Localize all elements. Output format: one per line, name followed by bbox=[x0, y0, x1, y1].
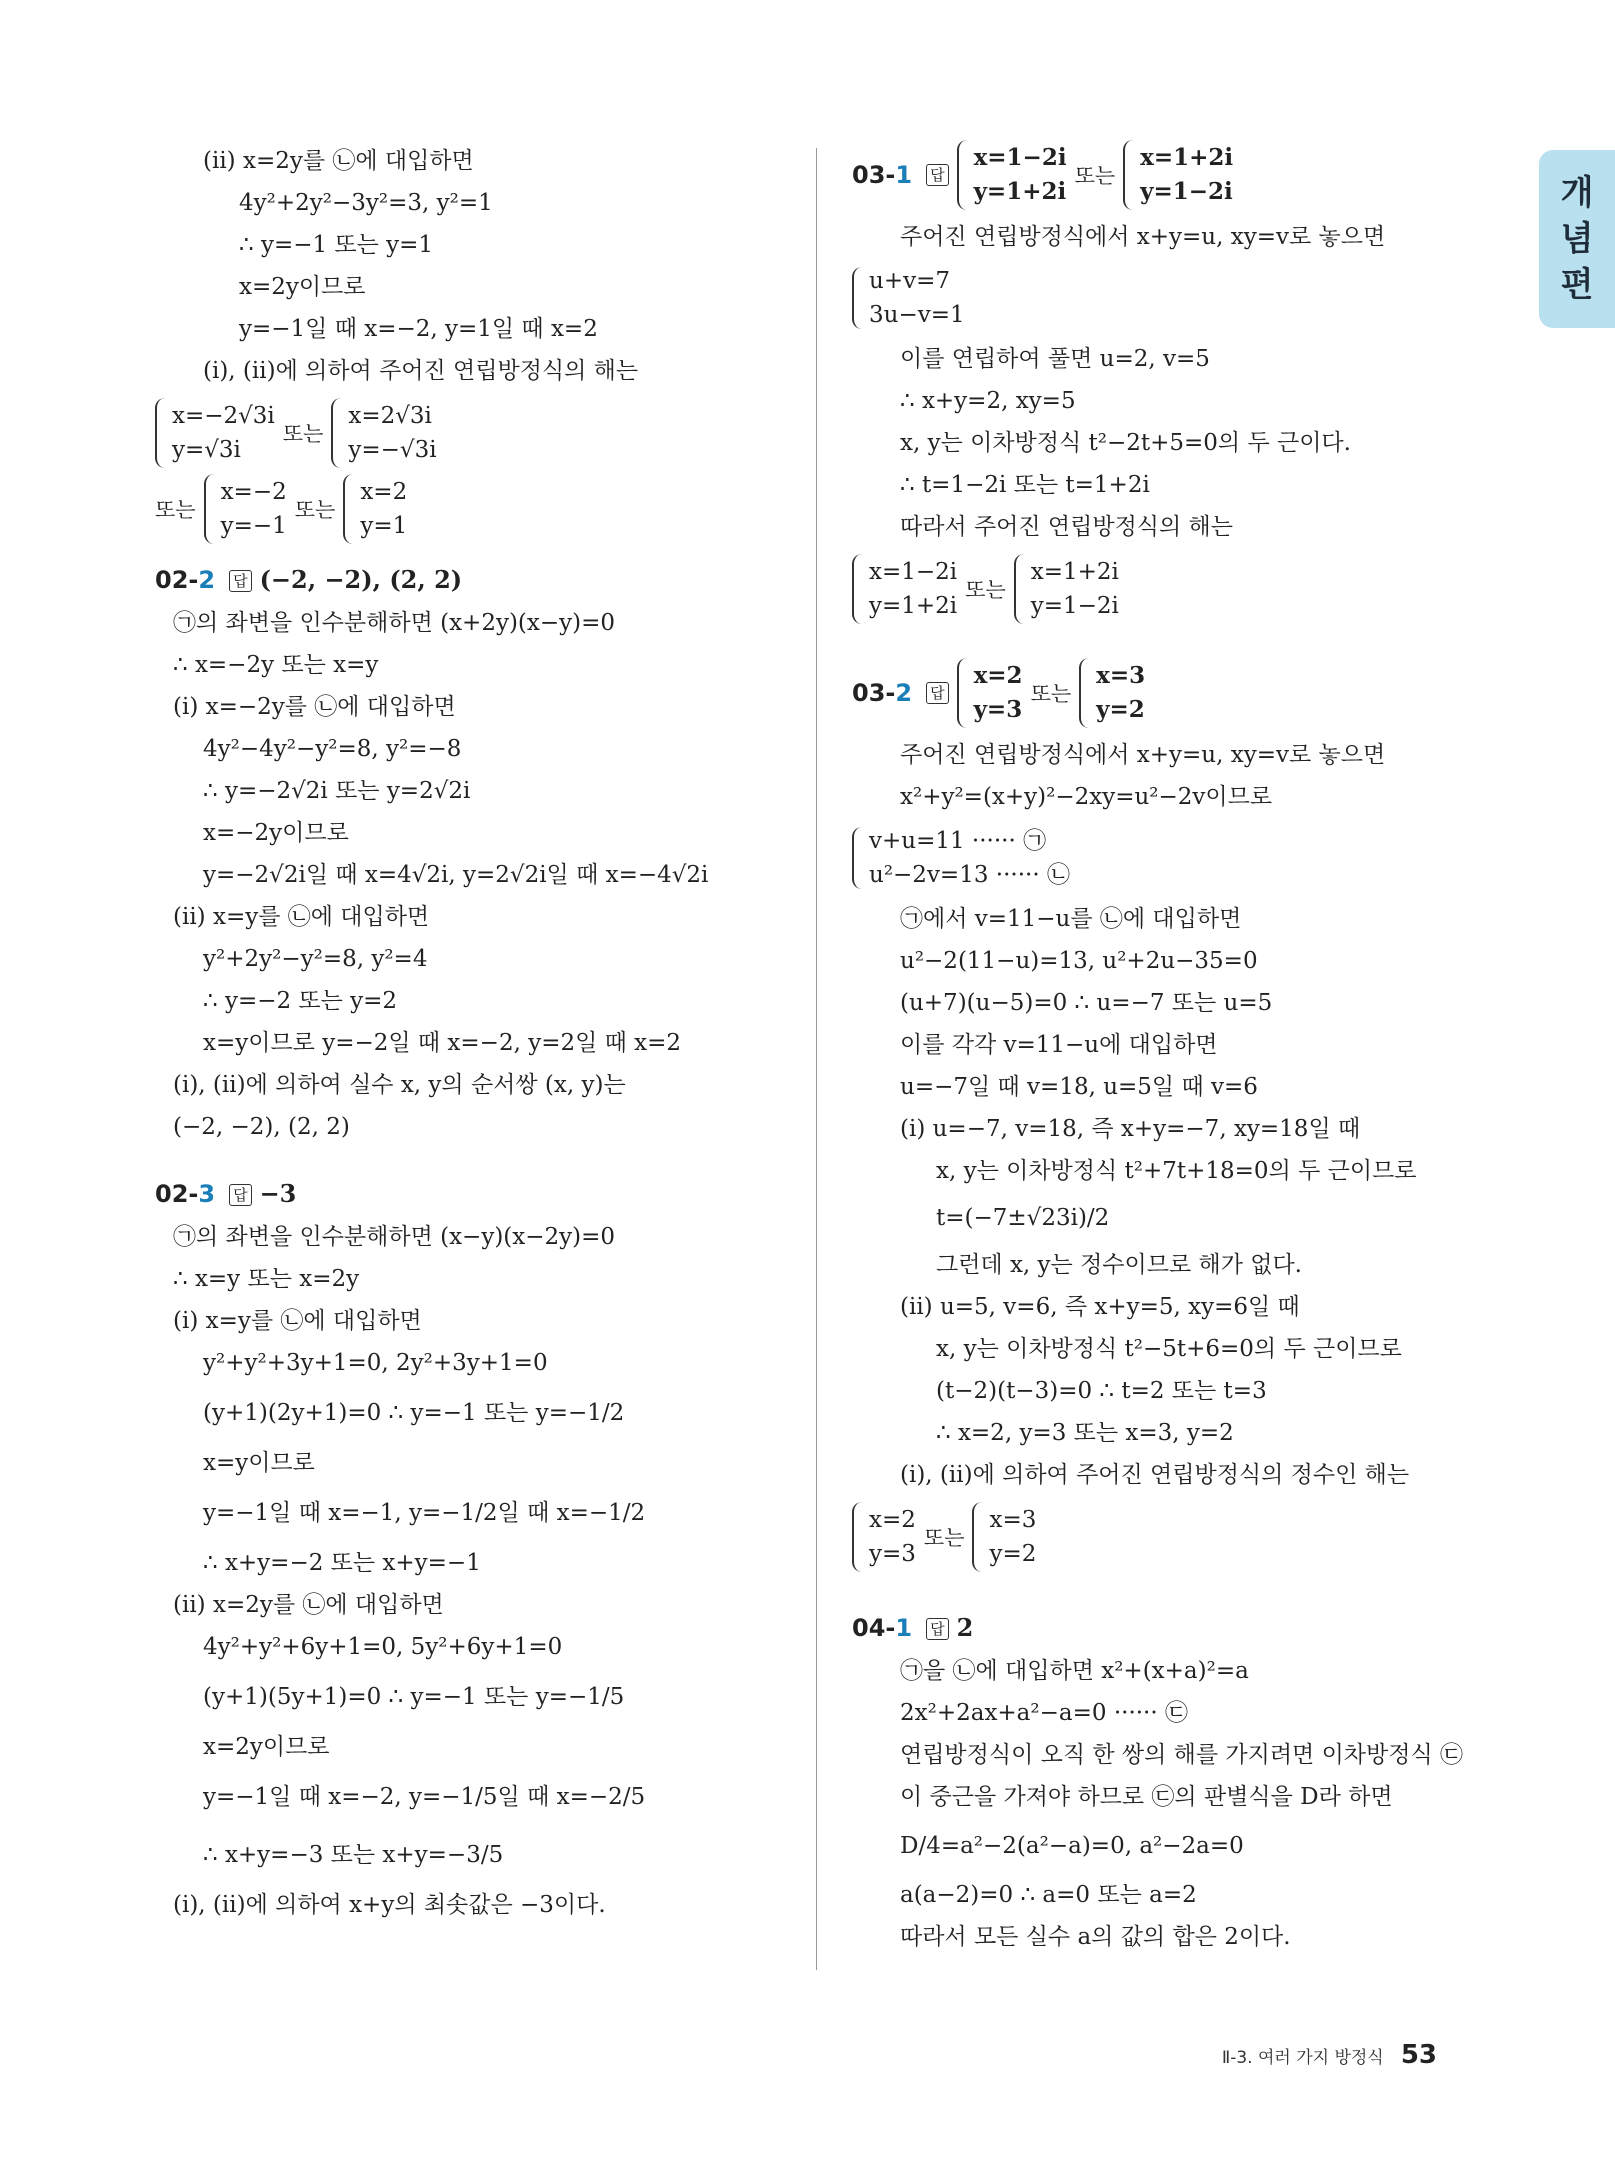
text-line: (ⅰ) u=−7, v=18, 즉 x+y=−7, xy=18일 때 bbox=[900, 1116, 1361, 1142]
text-line: 따라서 주어진 연립방정식의 해는 bbox=[900, 514, 1233, 540]
text-line: (y+1)(2y+1)=0 ∴ y=−1 또는 y=−1/2 bbox=[203, 1400, 625, 1426]
right-column bbox=[852, 140, 1532, 1958]
text-line: (ⅰ), (ⅱ)에 의하여 x+y의 최솟값은 −3이다. bbox=[173, 1892, 606, 1918]
eq: x=−2 bbox=[220, 479, 287, 505]
section-tab-char: 념 bbox=[1560, 219, 1594, 259]
text-line: y=−1일 때 x=−1, y=−1/2일 때 x=−1/2 bbox=[203, 1500, 646, 1526]
text-line: x=2y이므로 bbox=[203, 1734, 330, 1760]
text-line: u²−2(11−u)=13, u²+2u−35=0 bbox=[900, 948, 1258, 974]
problem-number: 04-1 bbox=[852, 1614, 913, 1642]
section-tab-char: 편 bbox=[1560, 265, 1594, 305]
eq: x=2 bbox=[360, 479, 408, 505]
text-line: a(a−2)=0 ∴ a=0 또는 a=2 bbox=[900, 1882, 1197, 1908]
equation-system bbox=[852, 264, 1532, 332]
answer: 2 bbox=[956, 1613, 974, 1642]
text-line: y=−2√2i일 때 x=4√2i, y=2√2i일 때 x=−4√2i bbox=[203, 862, 709, 888]
text-line: 4y²+2y²−3y²=3, y²=1 bbox=[239, 190, 493, 216]
text-line: y=−1일 때 x=−2, y=−1/5일 때 x=−2/5 bbox=[203, 1784, 646, 1810]
equation-system bbox=[155, 474, 795, 544]
text-line: 이 중근을 가져야 하므로 ㉢의 판별식을 D라 하면 bbox=[900, 1784, 1393, 1810]
conjunction: 또는 bbox=[965, 578, 1006, 602]
eq: x=1+2i bbox=[1140, 144, 1234, 171]
page-number: 53 bbox=[1400, 2040, 1437, 2070]
answer: −3 bbox=[259, 1179, 297, 1208]
eq: y=2 bbox=[989, 1541, 1037, 1567]
text-line: y²+y²+3y+1=0, 2y²+3y+1=0 bbox=[203, 1350, 548, 1376]
text-line: x, y는 이차방정식 t²−2t+5=0의 두 근이다. bbox=[900, 430, 1351, 456]
answer-mark: 답 bbox=[926, 164, 949, 186]
answer-mark: 답 bbox=[926, 1618, 949, 1640]
equation-system bbox=[155, 398, 795, 468]
text-line: 주어진 연립방정식에서 x+y=u, xy=v로 놓으면 bbox=[900, 224, 1386, 250]
conjunction: 또는 bbox=[1074, 164, 1116, 188]
eq: x=2 bbox=[973, 662, 1023, 689]
conjunction: 또는 bbox=[155, 498, 196, 522]
chapter-label: Ⅱ-3. 여러 가지 방정식 bbox=[1221, 2048, 1384, 2068]
text-line: (ⅰ), (ⅱ)에 의하여 주어진 연립방정식의 정수인 해는 bbox=[900, 1462, 1410, 1488]
column-divider bbox=[816, 148, 817, 1970]
text-line: x=2y이므로 bbox=[239, 274, 366, 300]
text-line: (ⅱ) x=2y를 ㉡에 대입하면 bbox=[203, 148, 474, 174]
text-line: (ⅰ), (ⅱ)에 의하여 실수 x, y의 순서쌍 (x, y)는 bbox=[173, 1072, 626, 1098]
text-line: (−2, −2), (2, 2) bbox=[173, 1114, 350, 1140]
text-line: 그런데 x, y는 정수이므로 해가 없다. bbox=[936, 1252, 1302, 1278]
text-line: x, y는 이차방정식 t²+7t+18=0의 두 근이므로 bbox=[936, 1158, 1417, 1184]
text-line: y²+2y²−y²=8, y²=4 bbox=[203, 946, 428, 972]
text-line: ㉠에서 v=11−u를 ㉡에 대입하면 bbox=[900, 906, 1242, 932]
eq: y=1+2i bbox=[973, 178, 1067, 205]
answer-mark: 답 bbox=[926, 682, 949, 704]
eq: y=1−2i bbox=[1030, 593, 1119, 619]
text-line: ∴ x=y 또는 x=2y bbox=[173, 1266, 360, 1292]
eq: y=3 bbox=[869, 1541, 916, 1567]
text-line: (ⅱ) x=y를 ㉡에 대입하면 bbox=[173, 904, 430, 930]
eq: x=3 bbox=[1096, 662, 1146, 689]
text-line: x=y이므로 y=−2일 때 x=−2, y=2일 때 x=2 bbox=[203, 1030, 682, 1056]
text-line: x, y는 이차방정식 t²−5t+6=0의 두 근이므로 bbox=[936, 1336, 1402, 1362]
conjunction: 또는 bbox=[294, 498, 336, 522]
equation-system bbox=[852, 824, 1532, 892]
eq: y=3 bbox=[973, 696, 1023, 723]
problem-heading bbox=[852, 1606, 1532, 1650]
eq: u+v=7 bbox=[869, 268, 950, 294]
text-line: t=(−7±√23i)/2 bbox=[936, 1205, 1110, 1231]
text-line: (ⅱ) u=5, v=6, 즉 x+y=5, xy=6일 때 bbox=[900, 1294, 1300, 1320]
section-tab bbox=[1539, 150, 1615, 328]
text-line: ㉠의 좌변을 인수분해하면 (x−y)(x−2y)=0 bbox=[173, 1224, 616, 1250]
text-line: ∴ x+y=−3 또는 x+y=−3/5 bbox=[203, 1842, 504, 1868]
text-line: x²+y²=(x+y)²−2xy=u²−2v이므로 bbox=[900, 784, 1273, 810]
conjunction: 또는 bbox=[282, 422, 324, 446]
text-line: (ⅱ) x=2y를 ㉡에 대입하면 bbox=[173, 1592, 444, 1618]
eq: x=1+2i bbox=[1030, 559, 1119, 585]
eq: x=2 bbox=[869, 1507, 916, 1533]
text-line: 4y²+y²+6y+1=0, 5y²+6y+1=0 bbox=[203, 1634, 563, 1660]
equation-system bbox=[852, 1502, 1532, 1572]
problem-number: 02-3 bbox=[155, 1180, 216, 1208]
equation-system bbox=[852, 554, 1532, 624]
text-line: ㉠의 좌변을 인수분해하면 (x+2y)(x−y)=0 bbox=[173, 610, 616, 636]
text-line: ∴ x+y=2, xy=5 bbox=[900, 388, 1076, 414]
eq: y=1−2i bbox=[1140, 178, 1233, 205]
problem-number: 03-2 bbox=[852, 679, 913, 707]
text-line: (y+1)(5y+1)=0 ∴ y=−1 또는 y=−1/5 bbox=[203, 1684, 625, 1710]
eq: y=1+2i bbox=[869, 593, 958, 619]
problem-number: 02-2 bbox=[155, 566, 216, 594]
eq: x=1−2i bbox=[973, 144, 1067, 171]
text-line: (ⅰ) x=−2y를 ㉡에 대입하면 bbox=[173, 694, 456, 720]
eq: y=1 bbox=[360, 513, 408, 539]
text-line: ∴ x=−2y 또는 x=y bbox=[173, 652, 379, 678]
problem-heading bbox=[852, 140, 1532, 210]
text-line: u=−7일 때 v=18, u=5일 때 v=6 bbox=[900, 1074, 1258, 1100]
answer-mark: 답 bbox=[229, 570, 252, 592]
text-line: ∴ y=−2√2i 또는 y=2√2i bbox=[203, 778, 471, 804]
text-line: x=−2y이므로 bbox=[203, 820, 349, 846]
eq: x=1−2i bbox=[869, 559, 958, 585]
text-line: 따라서 모든 실수 a의 값의 합은 2이다. bbox=[900, 1924, 1291, 1950]
eq: y=−√3i bbox=[348, 437, 437, 463]
answer: (−2, −2), (2, 2) bbox=[259, 565, 463, 594]
text-line: 2x²+2ax+a²−a=0 ······ ㉢ bbox=[900, 1700, 1188, 1726]
text-line: 4y²−4y²−y²=8, y²=−8 bbox=[203, 736, 462, 762]
text-line: y=−1일 때 x=−2, y=1일 때 x=2 bbox=[239, 316, 598, 342]
eq: x=3 bbox=[989, 1507, 1037, 1533]
text-line: (ⅰ) x=y를 ㉡에 대입하면 bbox=[173, 1308, 422, 1334]
conjunction: 또는 bbox=[1030, 682, 1072, 706]
text-line: ∴ x+y=−2 또는 x+y=−1 bbox=[203, 1550, 481, 1576]
eq: y=2 bbox=[1096, 696, 1145, 723]
text-line: x=y이므로 bbox=[203, 1450, 315, 1476]
text-line: ∴ y=−1 또는 y=1 bbox=[239, 232, 434, 258]
answer-mark: 답 bbox=[229, 1184, 252, 1206]
page-footer bbox=[1222, 2040, 1437, 2070]
problem-number: 03-1 bbox=[852, 161, 913, 189]
eq: x=2√3i bbox=[348, 403, 432, 429]
text-line: (ⅰ), (ⅱ)에 의하여 주어진 연립방정식의 해는 bbox=[203, 358, 639, 384]
eq: y=√3i bbox=[172, 437, 241, 463]
text-line: 연립방정식이 오직 한 쌍의 해를 가지려면 이차방정식 ㉢ bbox=[900, 1742, 1463, 1768]
problem-heading bbox=[852, 658, 1532, 728]
text-line: 이를 연립하여 풀면 u=2, v=5 bbox=[900, 346, 1210, 372]
problem-heading bbox=[155, 558, 795, 602]
eq: 3u−v=1 bbox=[869, 302, 965, 328]
text-line: 주어진 연립방정식에서 x+y=u, xy=v로 놓으면 bbox=[900, 742, 1386, 768]
eq: u²−2v=13 ······ ㉡ bbox=[869, 862, 1070, 888]
section-tab-char: 개 bbox=[1560, 173, 1594, 213]
eq: x=−2√3i bbox=[172, 403, 275, 429]
text-line: 이를 각각 v=11−u에 대입하면 bbox=[900, 1032, 1218, 1058]
problem-heading bbox=[155, 1172, 795, 1216]
eq: v+u=11 ······ ㉠ bbox=[869, 828, 1047, 854]
conjunction: 또는 bbox=[923, 1526, 965, 1550]
text-line: (u+7)(u−5)=0 ∴ u=−7 또는 u=5 bbox=[900, 990, 1273, 1016]
text-line: D/4=a²−2(a²−a)=0, a²−2a=0 bbox=[900, 1833, 1244, 1859]
text-line: (t−2)(t−3)=0 ∴ t=2 또는 t=3 bbox=[936, 1378, 1267, 1404]
text-line: ㉠을 ㉡에 대입하면 x²+(x+a)²=a bbox=[900, 1658, 1249, 1684]
eq: y=−1 bbox=[220, 513, 287, 539]
text-line: ∴ y=−2 또는 y=2 bbox=[203, 988, 398, 1014]
left-column bbox=[155, 140, 795, 1926]
text-line: ∴ t=1−2i 또는 t=1+2i bbox=[900, 472, 1150, 498]
text-line: ∴ x=2, y=3 또는 x=3, y=2 bbox=[936, 1420, 1234, 1446]
